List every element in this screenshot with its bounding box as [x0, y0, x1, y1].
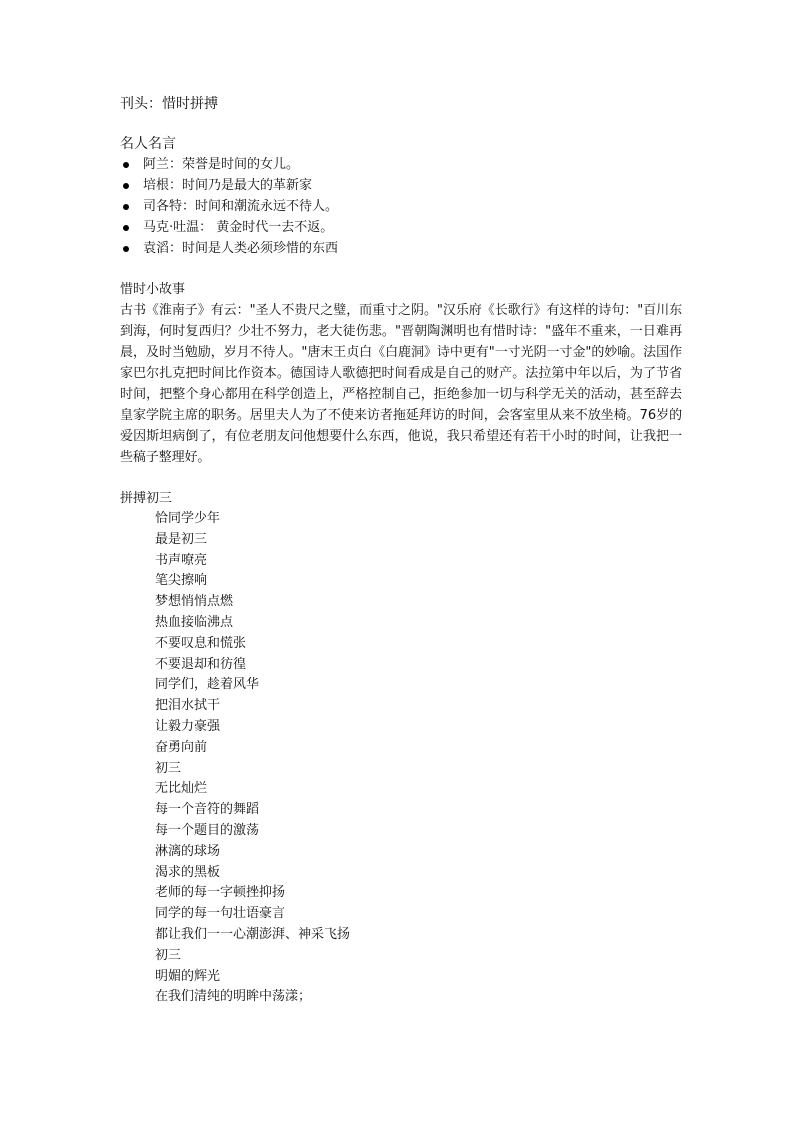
- quotes-section-title: 名人名言: [120, 136, 176, 152]
- poem-line: 每一个音符的舞蹈: [155, 802, 260, 818]
- poem-line: 无比灿烂: [155, 781, 208, 797]
- story-paragraph: 古书《淮南子》有云："圣人不贵尺之璧，而重寸之阴。"汉乐府《长歌行》有这样的诗句："百川东到海，何时复西归？少壮不努力，老大徒伤悲。"晋朝陶渊明也有惜时诗："盛年不重来，一日难再晨，及时当勉励，岁月不待人。"唐末王贞白《白鹿洞》诗中更有"一寸光阴一寸金"的妙喻。法国作家巴尔扎克把时间比作资本。德国诗人歌德把时间看成是自己的财产。法拉第中年以后，为了节省时间，把整个身心都用在科学创造上，严格控制自己，拒绝参加一切与科学无关的活动，甚至辞去皇家学院主席的职务。居里夫人为了不使来访者拖延拜访的时间，会客室里从来不放坐椅。76岁的爱因斯坦病倒了，有位老朋友问他想要什么东西，他说，我只希望还有若干小时的时间，让我把一些稿子整理好。: [120, 303, 682, 465]
- poem-line: 淋漓的球场: [155, 843, 221, 859]
- poem-lines: [120, 509, 682, 1008]
- quote-item: 司各特：时间和潮流永远不待人。: [120, 196, 682, 217]
- quote-item: 马克·吐温： 黄金时代一去不返。: [120, 217, 682, 238]
- poem-line: 每一个题目的激荡: [155, 822, 260, 838]
- document-page: [120, 94, 682, 1008]
- quotes-list: [120, 154, 682, 259]
- story-section-title: 惜时小故事: [120, 282, 186, 297]
- poem-line: 把泪水拭干: [155, 698, 221, 714]
- poem-line: 老师的每一字顿挫抑扬: [155, 885, 286, 901]
- poem-line: 同学的每一句壮语豪言: [155, 906, 286, 922]
- quote-item: 阿兰：荣誉是时间的女儿。: [120, 154, 682, 175]
- masthead-title: 刊头：惜时拼搏: [120, 96, 218, 112]
- poem-line: 书声嘹亮: [155, 552, 208, 568]
- poem-line: 不要退却和彷徨: [155, 656, 247, 672]
- poem-line: 同学们，趁着风华: [155, 677, 260, 693]
- poem-line: 在我们清纯的明眸中荡漾；: [155, 989, 312, 1005]
- poem-line: 初三: [155, 760, 182, 776]
- poem-line: 恰同学少年: [155, 511, 221, 526]
- poem-line: 最是初三: [155, 531, 208, 547]
- poem-line: 奋勇向前: [155, 739, 208, 755]
- poem-line: 都让我们一一心潮澎湃、神采飞扬: [155, 926, 351, 942]
- poem-line: 让毅力豪强: [155, 718, 221, 734]
- poem-line: 笔尖擦响: [155, 573, 208, 589]
- poem-line: 梦想悄悄点燃: [155, 594, 234, 610]
- quote-item: 袁滔：时间是人类必须珍惜的东西: [120, 238, 682, 259]
- poem-title: 拼搏初三: [120, 491, 173, 506]
- poem-line: 渴求的黑板: [155, 864, 221, 880]
- quote-item: 培根：时间乃是最大的革新家: [120, 175, 682, 196]
- poem-line: 初三: [155, 947, 182, 963]
- poem-line: 不要叹息和慌张: [155, 635, 247, 651]
- poem-line: 明媚的辉光: [155, 968, 221, 984]
- poem-line: 热血接临沸点: [155, 614, 234, 630]
